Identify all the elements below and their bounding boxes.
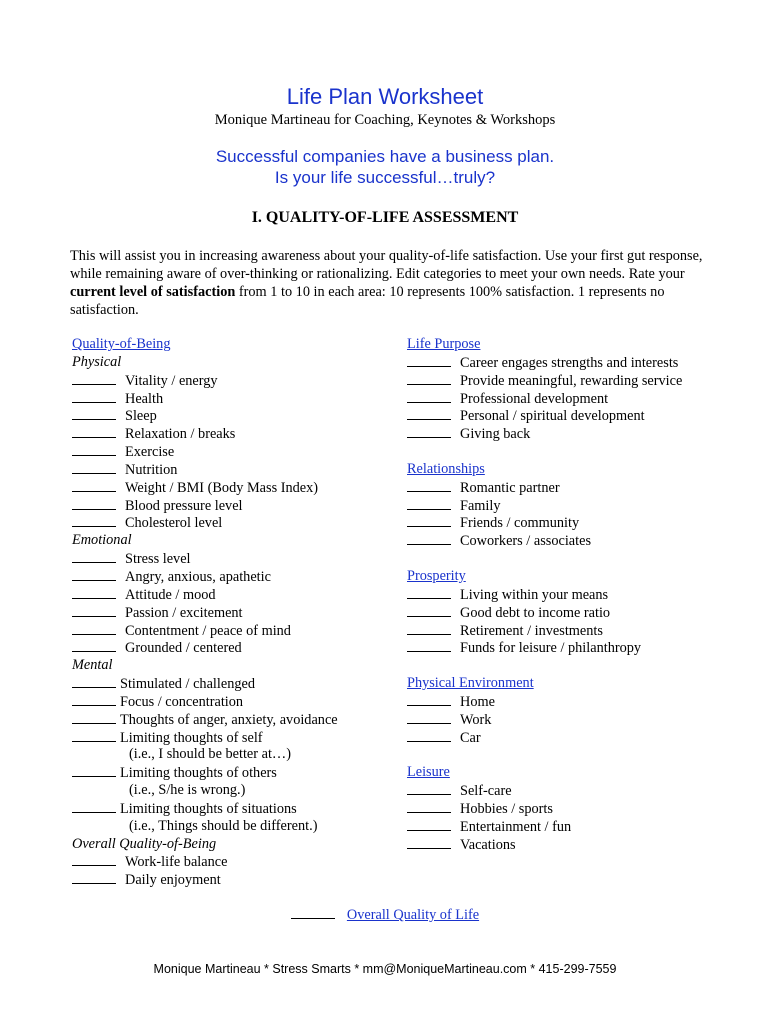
list-item — [72, 425, 392, 443]
list-item — [407, 818, 727, 836]
item-label: Stimulated / challenged — [120, 676, 255, 693]
rating-blank[interactable] — [72, 711, 116, 724]
item-label: Blood pressure level — [125, 497, 243, 514]
item-label: Personal / spiritual development — [460, 408, 645, 425]
list-item — [407, 800, 727, 818]
list-item — [72, 479, 392, 497]
rating-blank[interactable] — [407, 800, 451, 813]
tagline — [0, 146, 770, 188]
list-item — [72, 711, 392, 729]
item-label: Limiting thoughts of situations — [120, 800, 297, 817]
list-item — [72, 639, 392, 657]
rating-blank[interactable] — [72, 604, 116, 617]
rating-blank[interactable] — [407, 622, 451, 635]
tagline-line-2: Is your life successful…truly? — [274, 168, 496, 187]
rating-blank[interactable] — [407, 693, 451, 706]
list-item — [72, 372, 392, 390]
page-subtitle: Monique Martineau for Coaching, Keynotes & Workshops — [214, 112, 556, 128]
rating-blank[interactable] — [72, 407, 116, 420]
rating-blank[interactable] — [407, 514, 451, 527]
item-label: Angry, anxious, apathetic — [125, 568, 271, 585]
list-item — [72, 693, 392, 711]
list-item — [407, 514, 727, 532]
rating-blank[interactable] — [407, 639, 451, 652]
list-item — [72, 407, 392, 425]
rating-blank[interactable] — [72, 675, 116, 688]
item-note: (i.e., S/he is wrong.) — [129, 782, 246, 799]
item-label: Exercise — [125, 444, 175, 461]
item-label: Sleep — [125, 408, 157, 425]
rating-blank[interactable] — [72, 729, 116, 742]
item-label: Coworkers / associates — [460, 533, 592, 550]
list-item — [72, 622, 392, 640]
item-label: Family — [460, 497, 501, 514]
item-note: (i.e., I should be better at…) — [129, 746, 291, 763]
list-item — [72, 568, 392, 586]
list-item — [407, 836, 727, 854]
intro-bold: current level of satisfaction — [70, 284, 236, 300]
section-title: I. QUALITY-OF-LIFE ASSESSMENT — [251, 209, 519, 226]
item-label: Attitude / mood — [125, 586, 216, 603]
item-label: Grounded / centered — [125, 640, 242, 657]
item-label: Limiting thoughts of others — [120, 765, 277, 782]
list-item — [72, 461, 392, 479]
category-quality-of-being: Quality-of-Being — [72, 336, 171, 352]
page-footer: Monique Martineau * Stress Smarts * mm@MoniqueMartineau.com * 415-299-7559 — [153, 962, 617, 976]
rating-blank[interactable] — [407, 479, 451, 492]
item-label: Provide meaningful, rewarding service — [460, 372, 683, 389]
tagline-line-1: Successful companies have a business plan. — [215, 147, 555, 166]
item-label: Nutrition — [125, 461, 178, 478]
item-label: Stress level — [125, 551, 191, 568]
item-label: Friends / community — [460, 515, 580, 532]
intro-paragraph — [70, 247, 710, 319]
spacer — [407, 746, 727, 764]
item-label: Cholesterol level — [125, 515, 223, 532]
item-label: Living within your means — [460, 586, 609, 603]
rating-blank[interactable] — [72, 800, 116, 813]
rating-blank[interactable] — [72, 853, 116, 866]
list-item — [72, 853, 392, 871]
subcategory-mental: Mental — [72, 657, 113, 674]
subcategory-emotional: Emotional — [72, 532, 132, 549]
spacer — [407, 443, 727, 461]
rating-blank[interactable] — [72, 550, 116, 563]
overall-quality-of-life-label: Overall Quality of Life — [346, 907, 480, 923]
rating-blank[interactable] — [72, 622, 116, 635]
item-label: Thoughts of anger, anxiety, avoidance — [120, 711, 338, 728]
list-item — [72, 604, 392, 622]
item-label: Vacations — [460, 836, 516, 853]
item-label: Hobbies / sports — [460, 800, 553, 817]
category-life-purpose: Life Purpose — [407, 336, 481, 352]
rating-blank[interactable] — [407, 729, 451, 742]
item-label: Good debt to income ratio — [460, 604, 611, 621]
rating-blank[interactable] — [72, 693, 116, 706]
item-label: Car — [460, 729, 481, 746]
spacer — [407, 550, 727, 568]
rating-blank[interactable] — [72, 497, 116, 510]
rating-blank[interactable] — [407, 532, 451, 545]
rating-blank[interactable] — [407, 818, 451, 831]
rating-blank[interactable] — [407, 836, 451, 849]
rating-blank[interactable] — [72, 443, 116, 456]
rating-blank[interactable] — [72, 479, 116, 492]
rating-blank[interactable] — [72, 390, 116, 403]
rating-blank[interactable] — [407, 425, 451, 438]
rating-blank[interactable] — [72, 871, 116, 884]
item-note: (i.e., Things should be different.) — [129, 817, 318, 834]
rating-blank[interactable] — [291, 906, 335, 919]
item-label: Daily enjoyment — [125, 872, 221, 889]
item-label: Retirement / investments — [460, 622, 603, 639]
list-item — [72, 729, 392, 747]
rating-blank[interactable] — [407, 711, 451, 724]
list-item — [72, 550, 392, 568]
left-column — [72, 336, 392, 889]
list-item — [407, 390, 727, 408]
list-item — [407, 425, 727, 443]
list-item — [407, 604, 727, 622]
list-item — [407, 497, 727, 515]
rating-blank[interactable] — [407, 604, 451, 617]
subcategory-overall-quality-of-being: Overall Quality-of-Being — [72, 835, 217, 852]
list-item — [407, 622, 727, 640]
list-item — [72, 443, 392, 461]
item-label: Professional development — [460, 390, 609, 407]
item-label: Career engages strengths and interests — [460, 354, 679, 371]
list-item — [407, 407, 727, 425]
category-relationships: Relationships — [407, 460, 485, 477]
rating-blank[interactable] — [72, 586, 116, 599]
rating-blank[interactable] — [407, 586, 451, 599]
rating-blank[interactable] — [407, 354, 451, 367]
right-column — [407, 336, 727, 853]
rating-blank[interactable] — [72, 425, 116, 438]
item-label: Limiting thoughts of self — [120, 729, 263, 746]
item-label: Vitality / energy — [125, 372, 218, 389]
list-item — [407, 639, 727, 657]
item-label: Weight / BMI (Body Mass Index) — [125, 479, 319, 496]
rating-blank[interactable] — [407, 497, 451, 510]
rating-blank[interactable] — [72, 461, 116, 474]
item-label: Romantic partner — [460, 479, 560, 496]
list-item — [407, 532, 727, 550]
spacer — [407, 657, 727, 675]
rating-blank[interactable] — [72, 764, 116, 777]
list-item — [407, 479, 727, 497]
item-label: Home — [460, 693, 495, 710]
page-title: Life Plan Worksheet — [286, 84, 484, 109]
rating-blank[interactable] — [407, 782, 451, 795]
item-label: Work-life balance — [125, 854, 228, 871]
item-label: Passion / excitement — [125, 604, 243, 621]
overall-quality-row — [0, 906, 770, 924]
category-prosperity: Prosperity — [407, 567, 466, 584]
list-item — [407, 354, 727, 372]
rating-blank[interactable] — [407, 407, 451, 420]
list-item — [72, 764, 392, 782]
list-item — [407, 729, 727, 747]
list-item — [407, 586, 727, 604]
rating-blank[interactable] — [407, 372, 451, 385]
subcategory-physical: Physical — [72, 353, 122, 370]
item-label: Funds for leisure / philanthropy — [460, 640, 642, 657]
item-label: Giving back — [460, 426, 531, 443]
item-label: Entertainment / fun — [460, 818, 572, 835]
list-item — [407, 693, 727, 711]
rating-blank[interactable] — [72, 514, 116, 527]
intro-text-2: from 1 to 10 in each area: 10 represents 100% satisfaction. 1 represents no satisfaction. — [70, 284, 665, 318]
list-item — [72, 675, 392, 693]
list-item — [72, 800, 392, 818]
rating-blank[interactable] — [72, 568, 116, 581]
list-item — [407, 711, 727, 729]
item-label: Work — [460, 711, 492, 728]
category-leisure: Leisure — [407, 764, 450, 781]
list-item — [72, 871, 392, 889]
list-item — [72, 514, 392, 532]
item-label: Self-care — [460, 783, 512, 800]
list-item — [407, 372, 727, 390]
item-label: Relaxation / breaks — [125, 426, 236, 443]
item-label: Focus / concentration — [120, 693, 244, 710]
list-item — [72, 497, 392, 515]
item-label: Contentment / peace of mind — [125, 622, 291, 639]
rating-blank[interactable] — [72, 372, 116, 385]
list-item — [407, 782, 727, 800]
list-item — [72, 390, 392, 408]
intro-text-1: This will assist you in increasing awareness about your quality-of-life satisfaction. Use your first gut response, while remaining aware of over-thinking or rationalizing. Edit categories to meet your own needs. Rate your — [70, 248, 703, 282]
item-label: Health — [125, 390, 164, 407]
category-physical-environment: Physical Environment — [407, 675, 534, 692]
list-item — [72, 586, 392, 604]
rating-blank[interactable] — [72, 639, 116, 652]
rating-blank[interactable] — [407, 390, 451, 403]
